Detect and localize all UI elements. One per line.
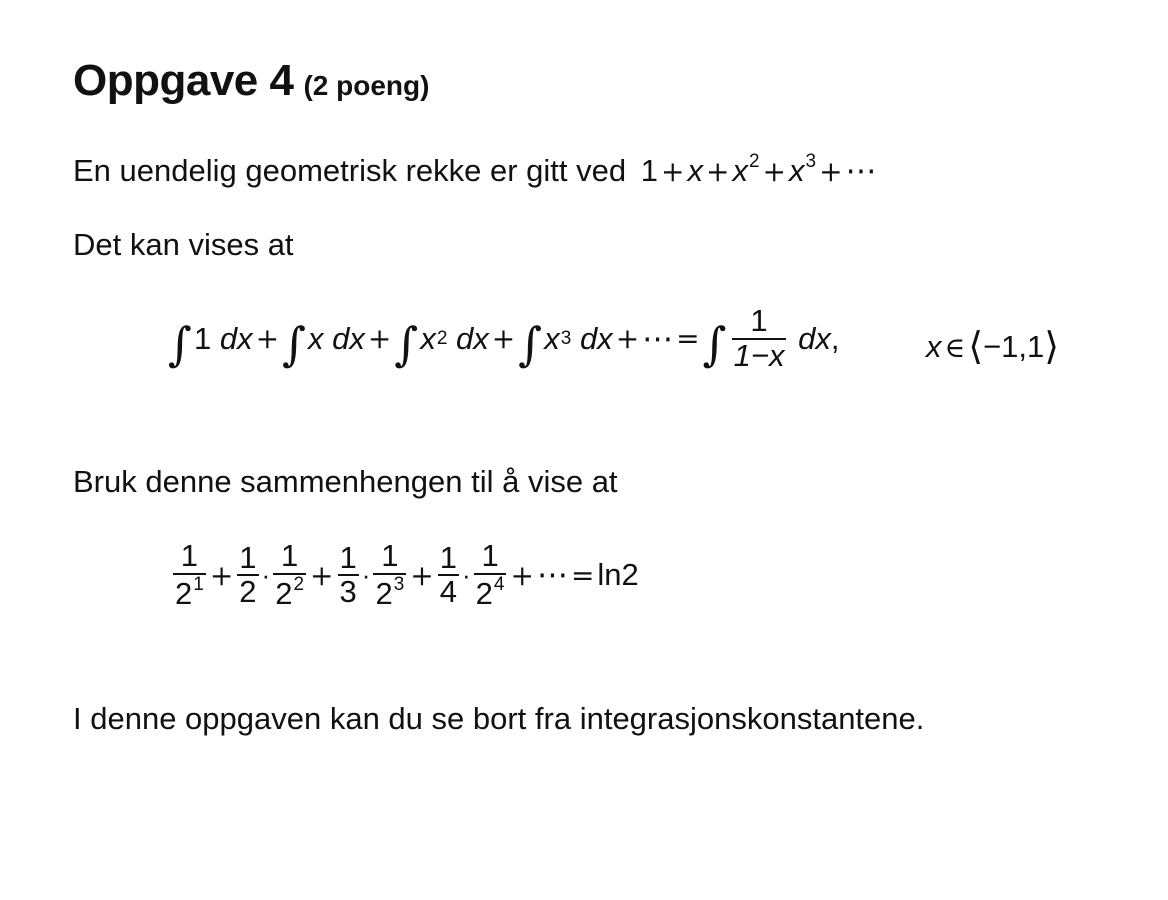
sum-fraction-3a bbox=[338, 539, 359, 610]
fraction-numerator: 1 bbox=[239, 539, 257, 575]
denominator-base: 2 bbox=[375, 575, 393, 611]
plus-sign: + bbox=[410, 558, 434, 592]
fraction-numerator: 1 bbox=[481, 538, 499, 573]
plus-sign: + bbox=[310, 558, 334, 592]
fraction-numerator: 1 bbox=[750, 303, 768, 338]
integral-equation bbox=[168, 305, 839, 372]
series-term-4: x bbox=[789, 153, 805, 188]
denominator-exponent: 1 bbox=[193, 573, 204, 595]
multiplication-dot: · bbox=[261, 559, 271, 590]
plus-sign: + bbox=[255, 322, 280, 356]
integrand-4-exponent: 3 bbox=[560, 327, 572, 349]
integral-sign: ∫ bbox=[702, 316, 727, 371]
integrand-1: 1 bbox=[193, 320, 212, 356]
condition-variable: x bbox=[926, 329, 942, 364]
ellipsis: ⋯ bbox=[845, 153, 877, 188]
fraction-numerator: 1 bbox=[439, 539, 457, 575]
differential: dx bbox=[579, 320, 613, 356]
fraction-denominator: 3 bbox=[339, 574, 357, 610]
ellipsis: ⋯ bbox=[536, 557, 568, 593]
intro-text: En uendelig geometrisk rekke er gitt ved bbox=[73, 153, 627, 188]
denominator-base: 2 bbox=[475, 575, 493, 611]
differential: dx bbox=[456, 320, 489, 356]
right-angle-bracket: ⟩ bbox=[1044, 324, 1060, 368]
denominator-base: 2 bbox=[275, 575, 293, 611]
left-angle-bracket: ⟨ bbox=[968, 324, 984, 368]
series-exponent-2: 2 bbox=[748, 151, 760, 172]
fraction-denominator bbox=[173, 573, 206, 611]
sum-fraction-4b bbox=[474, 540, 507, 610]
fraction-denominator bbox=[373, 573, 406, 611]
sum-fraction-2b bbox=[273, 540, 306, 610]
fraction-numerator: 1 bbox=[339, 539, 357, 575]
element-of-sign: ∈ bbox=[944, 331, 966, 364]
integral-sign: ∫ bbox=[168, 316, 192, 371]
plus-sign: + bbox=[705, 155, 730, 188]
plus-sign: + bbox=[819, 155, 843, 188]
plus-sign: + bbox=[491, 322, 516, 356]
denominator-exponent: 2 bbox=[293, 573, 305, 595]
differential: dx bbox=[332, 320, 365, 356]
plus-sign: + bbox=[661, 155, 685, 188]
differential: dx bbox=[219, 320, 253, 356]
integrand-4: x bbox=[544, 320, 560, 356]
note-paragraph: I denne oppgaven kan du se bort fra integrasjonskonstantene. bbox=[73, 701, 925, 736]
interval-values: −1,1 bbox=[983, 329, 1045, 364]
fraction-denominator: 2 bbox=[239, 574, 257, 610]
task-title: Oppgave 4 bbox=[73, 56, 294, 105]
fraction-numerator: 1 bbox=[281, 538, 299, 573]
intro-paragraph bbox=[73, 152, 877, 186]
sum-equation bbox=[172, 540, 639, 610]
series-exponent-3: 3 bbox=[805, 151, 817, 172]
shown-paragraph: Det kan vises at bbox=[73, 227, 294, 262]
integral-sign: ∫ bbox=[282, 316, 307, 371]
integrand-3-exponent: 2 bbox=[436, 327, 448, 349]
sum-fraction-2a bbox=[237, 539, 258, 610]
series-term-2: x bbox=[687, 153, 703, 188]
fraction-denominator: 1−x bbox=[733, 337, 785, 373]
integral-sign: ∫ bbox=[394, 316, 419, 371]
fraction-numerator: 1 bbox=[381, 538, 399, 573]
integrand-3: x bbox=[420, 320, 436, 356]
differential: dx bbox=[798, 320, 831, 356]
denominator-exponent: 4 bbox=[493, 573, 505, 595]
domain-condition bbox=[926, 322, 1059, 366]
ellipsis: ⋯ bbox=[642, 320, 674, 356]
sum-fraction-1 bbox=[173, 540, 206, 610]
series-term-3: x bbox=[732, 153, 748, 188]
denominator-exponent: 3 bbox=[393, 573, 405, 595]
integrand-2: x bbox=[308, 320, 324, 356]
plus-sign: + bbox=[510, 558, 534, 592]
plus-sign: + bbox=[615, 322, 640, 356]
equals-sign: = bbox=[570, 558, 595, 592]
fraction-numerator: 1 bbox=[180, 538, 199, 573]
comma: , bbox=[830, 320, 840, 356]
plus-sign: + bbox=[209, 558, 234, 592]
task-paragraph: Bruk denne sammenhengen til å vise at bbox=[73, 464, 618, 499]
series-term-1: 1 bbox=[640, 153, 659, 188]
fraction-denominator bbox=[474, 573, 507, 611]
rhs-fraction bbox=[732, 305, 787, 372]
denominator-base: 2 bbox=[175, 575, 193, 611]
integral-sign: ∫ bbox=[518, 316, 543, 371]
fraction-denominator bbox=[273, 573, 306, 611]
series-expression bbox=[641, 153, 877, 188]
sum-fraction-3b bbox=[373, 540, 406, 610]
sum-fraction-4a bbox=[438, 539, 459, 610]
sum-result: ln2 bbox=[597, 557, 639, 593]
task-heading bbox=[73, 56, 429, 106]
multiplication-dot: · bbox=[461, 559, 471, 590]
plus-sign: + bbox=[367, 322, 392, 356]
plus-sign: + bbox=[762, 155, 786, 188]
fraction-denominator: 4 bbox=[439, 574, 457, 610]
multiplication-dot: · bbox=[361, 559, 371, 590]
equals-sign: = bbox=[676, 322, 700, 356]
task-points: (2 poeng) bbox=[303, 70, 430, 101]
